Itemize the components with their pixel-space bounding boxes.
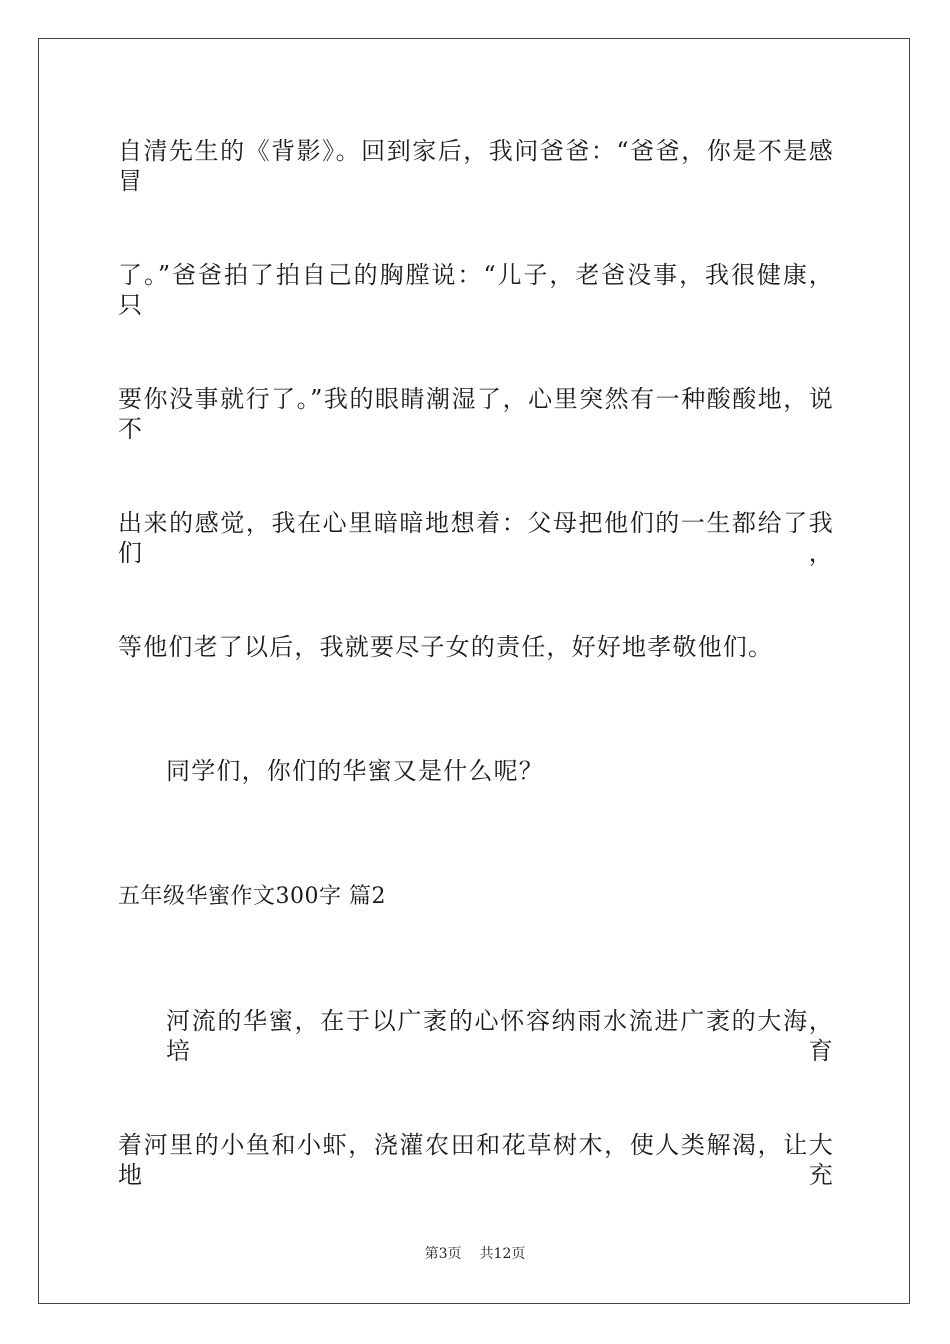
paragraph-line: 要你没事就行了。”我的眼睛潮湿了，心里突然有一种酸酸地，说不 — [118, 385, 834, 443]
paragraph-line: 河流的华蜜，在于以广袤的心怀容纳雨水流进广袤的大海，培育 — [166, 1007, 834, 1065]
paragraph-line: 出来的感觉，我在心里暗暗地想着：父母把他们的一生都给了我们， — [118, 509, 834, 567]
section-heading: 五年级华蜜作文300字 篇2 — [118, 884, 386, 909]
page-total: 共12页 — [479, 1246, 526, 1262]
page-frame — [38, 38, 910, 1304]
paragraph-line: 着河里的小鱼和小虾，浇灌农田和花草树木，使人类解渴，让大地充 — [118, 1131, 834, 1189]
paragraph-line: 同学们，你们的华蜜又是什么呢？ — [166, 757, 544, 785]
page-number: 第3页 — [424, 1246, 462, 1262]
page-footer — [0, 1245, 950, 1263]
paragraph-line: 等他们老了以后，我就要尽子女的责任，好好地孝敬他们。 — [118, 633, 774, 661]
paragraph-line: 自清先生的《背影》。回到家后，我问爸爸：“爸爸，你是不是感冒 — [118, 137, 834, 195]
paragraph-line: 了。”爸爸拍了拍自己的胸膛说：“儿子，老爸没事，我很健康，只 — [118, 261, 834, 319]
